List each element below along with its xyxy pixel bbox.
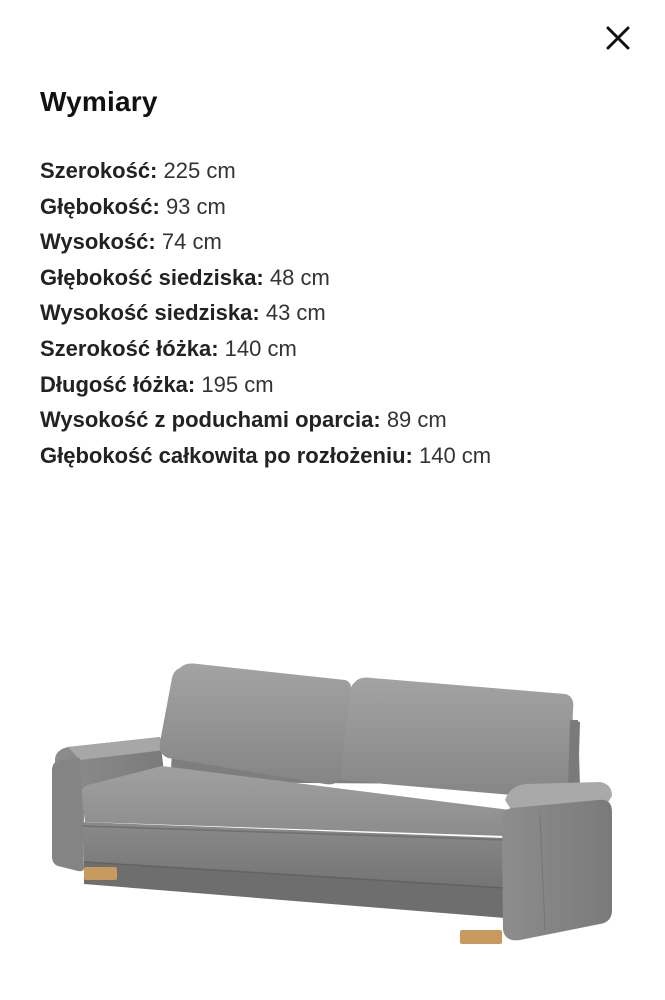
close-button[interactable] [598,18,638,58]
modal-title: Wymiary [40,86,158,117]
dimensions-list [40,153,491,473]
dimension-row [40,367,491,403]
dimension-label: Wysokość siedziska: [40,300,260,326]
dimension-value: 225 cm [163,158,236,183]
dimension-row [40,331,491,367]
dimension-label: Głębokość siedziska: [40,264,264,290]
dimension-row [40,260,491,296]
dimension-row [40,224,491,260]
dimension-label: Głębokość całkowita po rozłożeniu: [40,442,413,468]
close-icon [606,26,630,50]
dimension-label: Wysokość: [40,229,156,255]
dimension-label: Głębokość: [40,193,160,219]
dimension-value: 140 cm [418,442,492,468]
dimension-label: Wysokość z poduchami oparcia: [40,407,381,433]
dimension-label: Szerokość łóżka: [40,335,219,361]
dimension-label: Długość łóżka: [40,371,196,397]
dimension-value: 74 cm [161,229,222,255]
dimension-row [40,153,491,189]
dimension-row [40,438,491,474]
dimension-label: Szerokość: [40,158,158,183]
dimension-row [40,402,491,438]
dimension-value: 195 cm [201,371,274,397]
sofa-image [0,600,665,1000]
dimension-value: 140 cm [224,335,297,361]
dimension-value: 89 cm [386,407,447,433]
dimension-row [40,189,491,225]
dimension-value: 43 cm [265,300,326,326]
dimension-value: 93 cm [165,193,226,219]
dimension-row [40,295,491,331]
dimension-value: 48 cm [269,264,330,290]
